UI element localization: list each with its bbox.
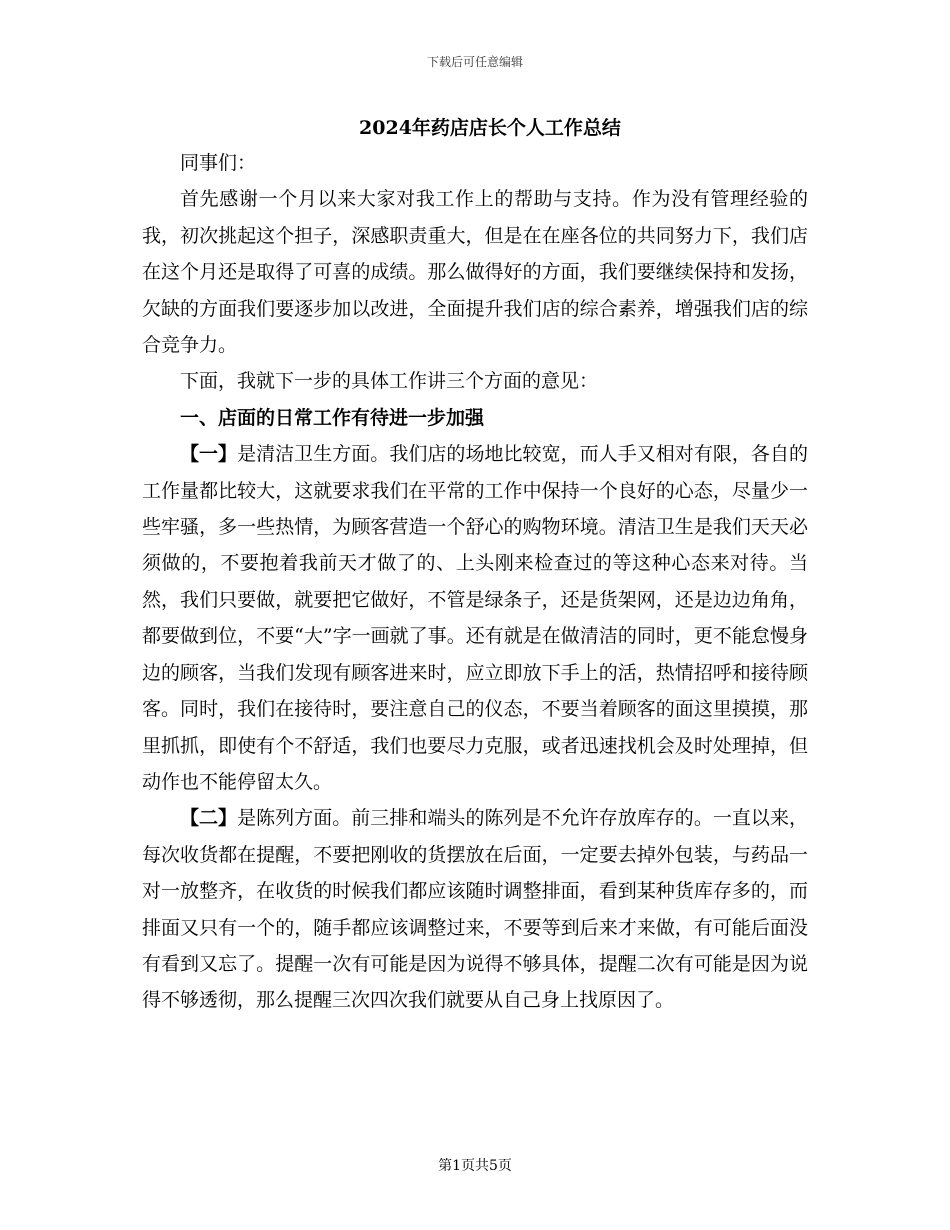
section-heading-1: 一、店面的日常工作有待进一步加强 — [180, 406, 485, 429]
item-text-2: 是陈列方面。前三排和端头的陈列是不允许存放库存的。一直以来，每次收货都在提醒，不要把刚收的货摆放在后面，一定要去掉外包装，与药品一对一放整齐，在收货的时候我们都应该随时调整排面，看到某种货库存多的，而排面又只有一个的，随手都应该调整过来，不要等到后来才来做，有可能后面没有看到又忘了。提醒一次有可能是因为说得不够具体，提醒二次有可能是因为说得不够透彻，那么提醒三次四次我们就要从自己身上找原因了。 — [142, 807, 808, 1012]
document-title: 2024年药店店长个人工作总结 — [359, 117, 621, 139]
item-marker-1: 【一】 — [180, 443, 238, 466]
lead-paragraph: 下面，我就下一步的具体工作讲三个方面的意见： — [180, 370, 599, 393]
item-paragraph-2 — [142, 800, 808, 1018]
page-footer: 第1页共5页 — [438, 1158, 512, 1174]
item-paragraph-1 — [142, 436, 808, 800]
item-text-1: 是清洁卫生方面。我们店的场地比较宽，而人手又相对有限，各自的工作量都比较大，这就要求我们在平常的工作中保持一个良好的心态，尽量少一些牢骚，多一些热情，为顾客营造一个舒心的购物环境。清洁卫生是我们天天必须做的，不要抱着我前天才做了的、上头刚来检查过的等这种心态来对待。当然，我们只要做，就要把它做好，不管是绿条子，还是货架网，还是边边角角，都要做到位，不要“大”字一画就了事。还有就是在做清洁的同时，更不能怠慢身边的顾客，当我们发现有顾客进来时，应立即放下手上的活，热情招呼和接待顾客。同时，我们在接待时，要注意自己的仪态，不要当着顾客的面这里摸摸，那里抓抓，即使有个不舒适，我们也要尽力克服，或者迅速找机会及时处理掉，但动作也不能停留太久。 — [142, 443, 808, 793]
intro-paragraph: 首先感谢一个月以来大家对我工作上的帮助与支持。作为没有管理经验的我，初次挑起这个担子，深感职责重大，但是在在座各位的共同努力下，我们店在这个月还是取得了可喜的成绩。那么做得好的方面，我们要继续保持和发扬，欠缺的方面我们要逐步加以改进，全面提升我们店的综合素养，增强我们店的综合竞争力。 — [142, 188, 808, 357]
salutation: 同事们： — [180, 152, 257, 174]
page-header-note: 下载后可任意编辑 — [426, 55, 523, 69]
document-body — [142, 145, 808, 1019]
item-marker-2: 【二】 — [180, 807, 238, 830]
